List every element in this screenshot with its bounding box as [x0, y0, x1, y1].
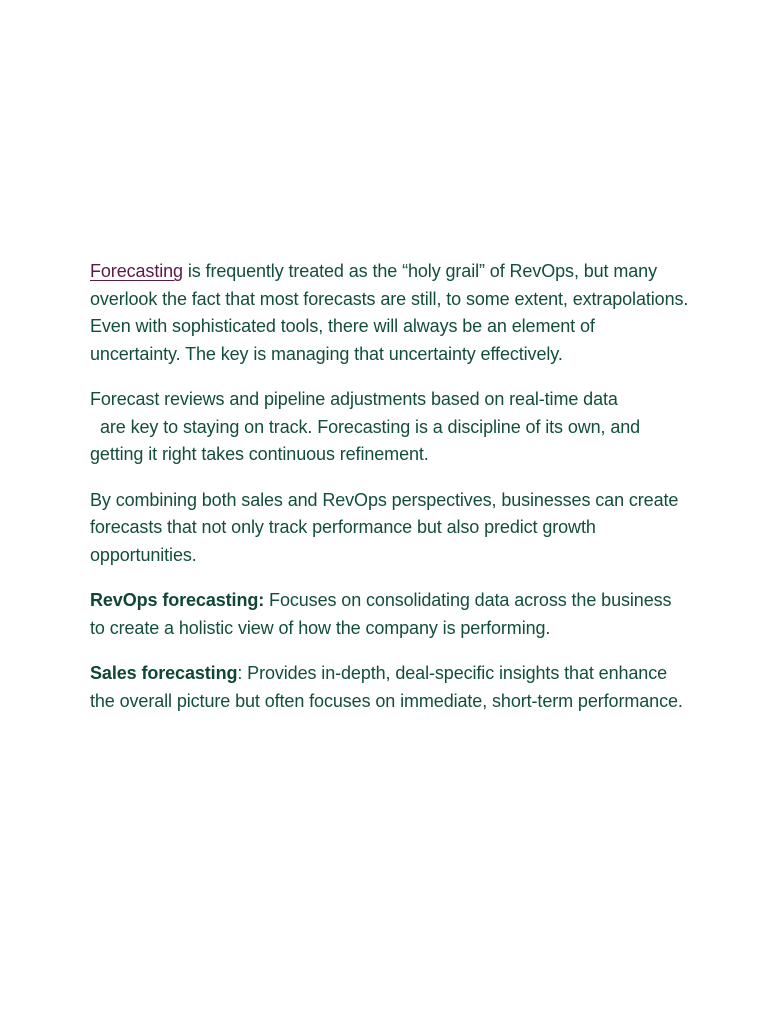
reviews-line-1: Forecast reviews and pipeline adjustments based on real-time data — [90, 389, 618, 409]
sales-term: Sales forecasting — [90, 663, 238, 683]
combining-text: By combining both sales and RevOps perspectives, businesses can create forecasts that not only track performance but also predict growth opportunities. — [90, 489, 679, 565]
forecasting-link[interactable]: Forecasting — [90, 261, 183, 281]
combining-paragraph — [90, 487, 690, 570]
intro-text: is frequently treated as the “holy grail” of RevOps, but many overlook the fact that most forecasts are still, to some extent, extrapolations. Even with sophisticated tools, there will always be an element of uncertainty. The key is managing that uncertainty effectively. — [90, 261, 689, 364]
reviews-line-2: are key to staying on track. Forecasting is a discipline of its own, and getting it right takes continuous refinement. — [90, 416, 641, 464]
sales-text: : Provides in-depth, deal-specific insights that enhance the overall picture but often focuses on immediate, short-term performance. — [90, 663, 683, 711]
document-body — [90, 258, 690, 733]
revops-text: Focuses on consolidating data across the business to create a holistic view of how the company is performing. — [90, 590, 672, 638]
revops-term: RevOps forecasting: — [90, 590, 265, 610]
revops-paragraph — [90, 587, 690, 642]
sales-paragraph — [90, 660, 690, 715]
intro-paragraph — [90, 258, 690, 368]
reviews-paragraph — [90, 386, 690, 469]
